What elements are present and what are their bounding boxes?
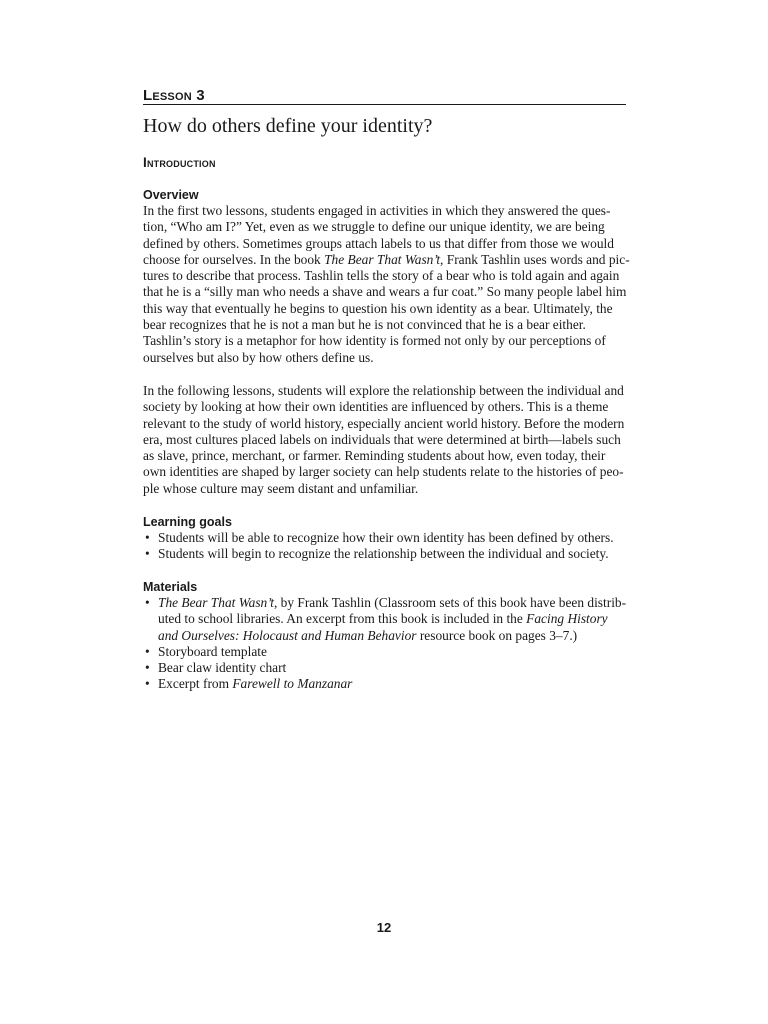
- bullet-icon: •: [145, 595, 150, 610]
- text-fragment: , Frank Tashlin uses words and pic-: [440, 251, 630, 267]
- text-line: [143, 251, 630, 268]
- text-line: this way that eventually he begins to question his own identity as a bear. Ultimately, the: [143, 300, 613, 316]
- text-line: that he is a “silly man who needs a shave and wears a fur coat.” So many people label him: [143, 284, 627, 300]
- learning-goals-heading: Learning goals: [143, 515, 232, 529]
- learning-goals-list: [143, 530, 626, 563]
- text-line: ourselves but also by how others define us.: [143, 349, 374, 365]
- list-item: [143, 644, 626, 660]
- text-fragment: uted to school libraries. An excerpt from this book is included in the: [158, 611, 527, 627]
- list-item-text: Bear claw identity chart: [158, 660, 287, 676]
- text-fragment: choose for ourselves. In the book: [143, 251, 325, 267]
- lesson-label: Lesson 3: [143, 87, 205, 104]
- list-item-text: Students will begin to recognize the relationship between the individual and society.: [158, 546, 609, 562]
- bullet-icon: •: [145, 643, 150, 659]
- text-line: as slave, prince, merchant, or farmer. Reminding students about how, even today, their: [143, 448, 606, 464]
- book-title: The Bear That Wasn’t: [324, 251, 441, 267]
- list-item: [143, 530, 626, 546]
- text-fragment: resource book on pages 3–7.): [416, 627, 578, 643]
- text-line: tures to describe that process. Tashlin tells the story of a bear who is told again and again: [143, 268, 620, 284]
- bullet-icon: •: [145, 660, 150, 676]
- text-line: society by looking at how their own identities are influenced by others. This is a theme: [143, 399, 609, 415]
- text-line: In the following lessons, students will explore the relationship between the individual and: [143, 383, 624, 398]
- materials-heading: Materials: [143, 580, 198, 594]
- materials-list: [143, 595, 626, 693]
- text-line: [158, 595, 626, 611]
- book-title: The Bear That Wasn’t: [158, 595, 274, 610]
- overview-paragraph-1: [143, 203, 630, 366]
- list-item-text: Students will be able to recognize how their own identity has been defined by others.: [158, 530, 614, 545]
- overview-paragraph-2: [143, 383, 626, 497]
- text-line: [158, 676, 626, 692]
- list-item: [143, 546, 626, 562]
- list-item-text: Storyboard template: [158, 643, 267, 659]
- text-line: era, most cultures placed labels on individuals that were determined at birth—labels such: [143, 431, 621, 447]
- introduction-heading: Introduction: [143, 155, 216, 170]
- list-item: [143, 595, 626, 644]
- bullet-icon: •: [145, 546, 150, 562]
- book-title: and Ourselves: Holocaust and Human Behavior: [158, 627, 417, 643]
- text-line: tion, “Who am I?” Yet, even as we struggle to define our unique identity, we are being: [143, 219, 605, 235]
- lesson-title: How do others define your identity?: [143, 115, 433, 137]
- text-fragment: , by Frank Tashlin (Classroom sets of this book have been distrib-: [273, 595, 627, 610]
- bullet-icon: •: [145, 530, 150, 545]
- book-title: Facing History: [526, 611, 608, 627]
- page-number: 12: [376, 920, 392, 935]
- text-line: [158, 611, 626, 627]
- overview-heading: Overview: [143, 188, 199, 202]
- list-item: [143, 660, 626, 676]
- text-line: bear recognizes that he is not a man but he is not convinced that he is a bear either.: [143, 317, 586, 333]
- text-line: In the first two lessons, students engaged in activities in which they answered the ques-: [143, 203, 611, 218]
- text-fragment: Excerpt from: [158, 676, 233, 692]
- text-line: defined by others. Sometimes groups attach labels to us that differ from those we would: [143, 235, 614, 251]
- text-line: own identities are shaped by larger society can help students relate to the histories of peo-: [143, 464, 624, 480]
- text-line: [158, 628, 626, 644]
- header-rule: [143, 104, 626, 105]
- text-line: Tashlin’s story is a metaphor for how identity is formed not only by our perceptions of: [143, 333, 606, 349]
- book-title: Farewell to Manzanar: [232, 676, 353, 692]
- text-line: ple whose culture may seem distant and unfamiliar.: [143, 480, 419, 496]
- list-item: [143, 676, 626, 692]
- bullet-icon: •: [145, 676, 150, 692]
- text-line: relevant to the study of world history, especially ancient world history. Before the modern: [143, 415, 625, 431]
